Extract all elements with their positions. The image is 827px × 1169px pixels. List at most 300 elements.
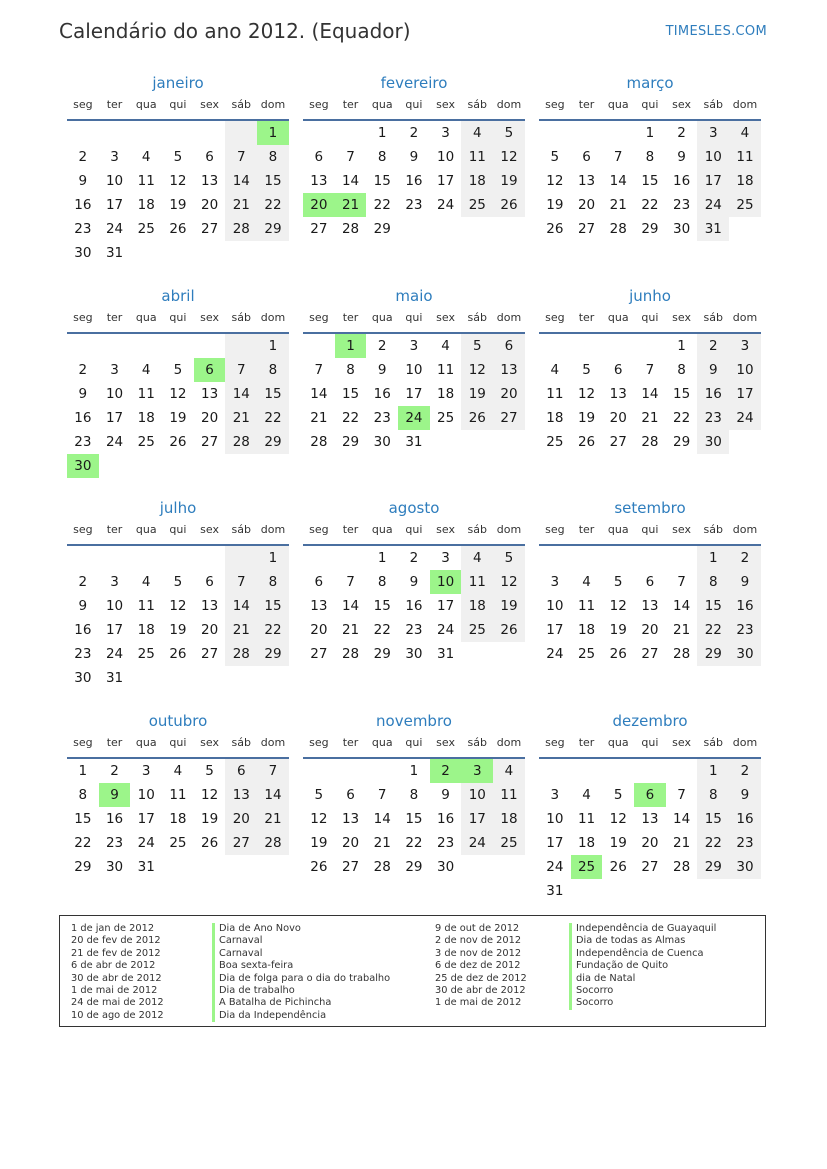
day-cell: 20: [609, 410, 627, 426]
weekday-label: sáb: [467, 98, 488, 111]
day-cell: 29: [673, 434, 691, 450]
weekday-label: seg: [73, 736, 93, 749]
day-cell: 1: [645, 125, 655, 141]
weekday-label: sáb: [467, 311, 488, 324]
weekday-label: dom: [496, 311, 522, 324]
day-cell: 17: [437, 173, 455, 189]
day-cell: 27: [310, 646, 328, 662]
empty-cell: [303, 334, 335, 358]
weekday-label: dom: [732, 736, 758, 749]
weekday-label: sáb: [467, 736, 488, 749]
legend-names-right: [569, 923, 716, 1010]
day-cell: 4: [550, 362, 560, 378]
empty-cell: [335, 546, 367, 570]
day-cell: 2: [78, 362, 88, 378]
empty-cell: [430, 217, 462, 241]
day-cell: 26: [169, 434, 187, 450]
empty-cell: [162, 121, 194, 145]
day-cell: 14: [341, 173, 360, 189]
day-cell: 5: [493, 121, 525, 145]
empty-cell: [539, 759, 571, 783]
weekday-label: seg: [309, 311, 329, 324]
month-name: abril: [161, 287, 195, 305]
empty-cell: [366, 759, 398, 783]
empty-cell: [729, 217, 761, 241]
day-cell: 7: [677, 787, 686, 803]
day-cell: 11: [546, 386, 564, 402]
day-cell: 19: [493, 594, 525, 618]
day-cell: 4: [141, 149, 151, 165]
day-cell: 14: [373, 811, 391, 827]
day-cell: 27: [201, 434, 219, 450]
weekday-label: qui: [641, 523, 659, 536]
weekday-label: qui: [169, 98, 187, 111]
day-cell: 6: [582, 149, 591, 165]
day-cell: 19: [201, 811, 219, 827]
day-cell: 3: [110, 574, 119, 590]
day-cell: 24: [105, 646, 124, 662]
day-cell: 13: [310, 598, 328, 614]
legend-date: 3 de nov de 2012: [435, 947, 522, 959]
day-cell: 2: [409, 125, 419, 141]
weekday-label: qua: [135, 736, 157, 749]
day-cell: 4: [493, 759, 525, 783]
legend-holiday-name: Carnaval: [212, 935, 390, 947]
weekday-label: qua: [607, 98, 629, 111]
empty-cell: [194, 666, 226, 690]
empty-cell: [225, 546, 257, 570]
day-cell: 2: [409, 550, 419, 566]
day-cell: 27: [641, 859, 659, 875]
empty-cell: [602, 546, 634, 570]
weekday-label: qua: [371, 736, 393, 749]
day-cell: 1: [78, 763, 88, 779]
day-cell: 27: [201, 646, 219, 662]
day-cell: 15: [257, 382, 289, 406]
weekday-label: sáb: [231, 311, 252, 324]
weekday-label: sex: [436, 311, 455, 324]
day-grid: [67, 334, 289, 478]
day-cell: 13: [310, 173, 328, 189]
weekday-label: sex: [200, 98, 219, 111]
empty-cell: [634, 759, 666, 783]
day-cell: 9: [441, 787, 450, 803]
day-cell: 12: [493, 570, 525, 594]
day-cell: 28: [673, 859, 691, 875]
legend-holiday-name: A Batalha de Pichincha: [212, 997, 390, 1009]
empty-cell: [99, 546, 131, 570]
day-cell: 3: [409, 338, 419, 354]
day-cell: 24: [105, 221, 124, 237]
day-cell: 9: [729, 570, 761, 594]
day-cell: 22: [697, 618, 729, 642]
empty-cell: [666, 759, 698, 783]
legend-date: 6 de dez de 2012: [435, 960, 521, 972]
empty-cell: [257, 855, 289, 879]
day-cell: 11: [461, 570, 493, 594]
empty-cell: [493, 217, 525, 241]
day-cell: 28: [609, 221, 627, 237]
weekday-label: dom: [496, 98, 522, 111]
day-cell: 24: [546, 646, 564, 662]
day-cell: 4: [173, 763, 183, 779]
day-cell: 26: [169, 646, 187, 662]
day-cell: 26: [577, 434, 596, 450]
month-name: janeiro: [152, 74, 204, 92]
empty-cell: [162, 546, 194, 570]
weekday-header: [303, 735, 525, 759]
day-cell: 20: [641, 835, 659, 851]
weekday-label: sex: [436, 736, 455, 749]
day-cell: 24: [461, 831, 493, 855]
day-cell: 18: [546, 410, 564, 426]
day-cell: 18: [169, 811, 187, 827]
day-cell: 5: [582, 362, 591, 378]
day-cell: 4: [141, 362, 151, 378]
weekday-header: [539, 522, 761, 546]
day-cell: 29: [373, 646, 391, 662]
day-cell: 3: [110, 362, 119, 378]
day-cell: 1: [257, 546, 289, 570]
day-cell: 5: [173, 362, 183, 378]
day-grid: [539, 759, 761, 903]
day-cell: 6: [225, 759, 257, 783]
day-cell: 25: [137, 434, 155, 450]
weekday-label: ter: [342, 523, 359, 536]
day-cell: 30: [729, 642, 761, 666]
empty-cell: [634, 546, 666, 570]
day-cell: 4: [141, 574, 151, 590]
legend-holiday-name: Boa sexta-feira: [212, 960, 390, 972]
day-cell: 28: [257, 831, 289, 855]
day-cell: 3: [110, 149, 119, 165]
day-cell: 23: [673, 197, 691, 213]
legend-holiday-name: Dia de todas as Almas: [569, 935, 716, 947]
weekday-header: [303, 97, 525, 121]
day-cell: 16: [729, 807, 761, 831]
day-cell: 22: [257, 406, 289, 430]
weekday-label: seg: [309, 98, 329, 111]
weekday-label: sáb: [231, 98, 252, 111]
legend-date: 21 de fev de 2012: [71, 947, 161, 959]
weekday-header: [303, 522, 525, 546]
day-cell: 5: [461, 334, 493, 358]
empty-cell: [257, 454, 289, 478]
empty-cell: [99, 121, 131, 145]
day-cell: 21: [225, 406, 257, 430]
day-cell: 7: [346, 574, 355, 590]
weekday-label: seg: [545, 523, 565, 536]
day-cell: 16: [373, 386, 391, 402]
day-cell: 24: [398, 406, 430, 430]
day-cell: 1: [697, 759, 729, 783]
day-cell: 2: [110, 763, 119, 779]
day-cell: 17: [437, 598, 455, 614]
weekday-label: qua: [607, 736, 629, 749]
day-cell: 25: [546, 434, 564, 450]
day-cell: 20: [201, 410, 219, 426]
day-cell: 21: [335, 193, 367, 217]
day-cell: 23: [105, 835, 124, 851]
weekday-label: seg: [73, 311, 93, 324]
month-julho: [67, 498, 289, 690]
day-cell: 23: [74, 221, 92, 237]
day-cell: 24: [546, 859, 564, 875]
empty-cell: [225, 241, 257, 265]
day-cell: 1: [377, 550, 387, 566]
day-cell: 15: [405, 811, 423, 827]
day-cell: 17: [105, 410, 124, 426]
day-cell: 19: [609, 835, 627, 851]
day-cell: 21: [641, 410, 659, 426]
day-grid: [303, 121, 525, 241]
day-cell: 23: [74, 646, 92, 662]
day-cell: 18: [137, 197, 155, 213]
legend-dates-left: [71, 923, 164, 1022]
weekday-label: dom: [260, 736, 286, 749]
day-cell: 2: [78, 574, 88, 590]
day-cell: 24: [697, 193, 729, 217]
month-name: junho: [629, 287, 671, 305]
day-cell: 9: [78, 598, 88, 614]
day-cell: 26: [546, 221, 564, 237]
legend-date: 30 de abr de 2012: [71, 972, 162, 984]
empty-cell: [571, 879, 603, 903]
day-cell: 13: [641, 811, 659, 827]
month-name: agosto: [388, 499, 440, 517]
day-cell: 14: [641, 386, 659, 402]
day-cell: 9: [729, 783, 761, 807]
day-cell: 7: [314, 362, 324, 378]
empty-cell: [493, 430, 525, 454]
day-cell: 10: [437, 149, 455, 165]
month-outubro: [67, 711, 289, 879]
day-cell: 6: [205, 149, 214, 165]
weekday-label: qua: [371, 98, 393, 111]
day-cell: 6: [493, 334, 525, 358]
weekday-label: sáb: [231, 523, 252, 536]
day-cell: 19: [577, 410, 596, 426]
day-cell: 25: [577, 646, 596, 662]
day-cell: 7: [613, 149, 623, 165]
day-cell: 22: [341, 410, 360, 426]
day-cell: 7: [225, 358, 257, 382]
day-cell: 12: [577, 386, 596, 402]
weekday-label: ter: [578, 98, 595, 111]
day-cell: 7: [257, 759, 289, 783]
day-cell: 6: [314, 149, 324, 165]
day-cell: 29: [697, 642, 729, 666]
legend-date: 10 de ago de 2012: [71, 1009, 164, 1021]
day-cell: 17: [137, 811, 155, 827]
day-cell: 28: [341, 221, 360, 237]
day-cell: 19: [609, 622, 627, 638]
day-cell: 26: [310, 859, 328, 875]
day-cell: 31: [105, 245, 124, 261]
weekday-header: [539, 310, 761, 334]
day-cell: 1: [257, 121, 289, 145]
day-cell: 8: [697, 783, 729, 807]
day-cell: 18: [137, 410, 155, 426]
weekday-label: dom: [732, 311, 758, 324]
month-name: fevereiro: [380, 74, 448, 92]
legend-holiday-name: Dia de folga para o dia do trabalho: [212, 973, 390, 985]
day-cell: 8: [645, 149, 655, 165]
day-cell: 13: [641, 598, 659, 614]
day-cell: 25: [137, 221, 155, 237]
day-cell: 16: [74, 622, 92, 638]
day-cell: 21: [257, 807, 289, 831]
brand-link[interactable]: TIMESLES.COM: [665, 24, 767, 39]
month-novembro: [303, 711, 525, 879]
day-cell: 4: [582, 787, 591, 803]
day-cell: 15: [373, 173, 391, 189]
day-cell: 14: [225, 594, 257, 618]
weekday-header: [303, 310, 525, 334]
day-cell: 16: [729, 594, 761, 618]
day-cell: 27: [577, 221, 596, 237]
day-cell: 14: [310, 386, 328, 402]
day-cell: 19: [461, 382, 493, 406]
day-cell: 20: [577, 197, 596, 213]
day-cell: 6: [194, 358, 226, 382]
weekday-label: qui: [405, 523, 423, 536]
weekday-label: sex: [672, 523, 691, 536]
empty-cell: [571, 546, 603, 570]
weekday-label: seg: [309, 523, 329, 536]
day-cell: 17: [105, 622, 124, 638]
day-cell: 28: [310, 434, 328, 450]
day-cell: 9: [409, 574, 419, 590]
day-cell: 2: [697, 334, 729, 358]
empty-cell: [130, 546, 162, 570]
empty-cell: [493, 855, 525, 879]
legend-holiday-name: Socorro: [569, 985, 716, 997]
day-cell: 16: [74, 197, 92, 213]
empty-cell: [225, 855, 257, 879]
empty-cell: [697, 879, 729, 903]
day-cell: 15: [673, 386, 691, 402]
day-cell: 15: [74, 811, 92, 827]
empty-cell: [225, 334, 257, 358]
day-cell: 26: [609, 859, 627, 875]
day-cell: 24: [437, 197, 455, 213]
empty-cell: [194, 546, 226, 570]
day-cell: 5: [173, 149, 183, 165]
day-cell: 1: [677, 338, 686, 354]
day-cell: 22: [697, 831, 729, 855]
weekday-header: [539, 97, 761, 121]
day-cell: 7: [225, 570, 257, 594]
month-maio: [303, 286, 525, 454]
day-cell: 28: [673, 646, 691, 662]
day-cell: 14: [609, 173, 627, 189]
weekday-label: qui: [405, 98, 423, 111]
legend-date: 30 de abr de 2012: [435, 984, 526, 996]
day-cell: 2: [729, 546, 761, 570]
day-cell: 25: [169, 835, 187, 851]
day-cell: 20: [341, 835, 360, 851]
day-grid: [67, 546, 289, 690]
empty-cell: [257, 241, 289, 265]
day-cell: 30: [74, 245, 92, 261]
day-cell: 8: [78, 787, 88, 803]
day-cell: 17: [697, 169, 729, 193]
day-cell: 13: [341, 811, 360, 827]
day-cell: 11: [729, 145, 761, 169]
legend-holiday-name: Independência de Cuenca: [569, 948, 716, 960]
day-cell: 15: [257, 169, 289, 193]
day-cell: 9: [78, 173, 88, 189]
weekday-label: sex: [672, 311, 691, 324]
day-cell: 31: [546, 883, 564, 899]
day-cell: 19: [493, 169, 525, 193]
day-cell: 23: [74, 434, 92, 450]
weekday-label: dom: [260, 523, 286, 536]
weekday-label: seg: [545, 311, 565, 324]
day-cell: 7: [677, 574, 686, 590]
day-cell: 22: [373, 622, 391, 638]
day-cell: 13: [609, 386, 627, 402]
empty-cell: [666, 546, 698, 570]
day-cell: 9: [677, 149, 686, 165]
day-cell: 10: [430, 570, 462, 594]
day-cell: 1: [335, 334, 367, 358]
day-cell: 10: [105, 386, 124, 402]
empty-cell: [194, 454, 226, 478]
month-name: maio: [395, 287, 433, 305]
day-cell: 27: [641, 646, 659, 662]
month-abril: [67, 286, 289, 478]
weekday-label: qua: [135, 311, 157, 324]
day-cell: 30: [697, 430, 729, 454]
empty-cell: [493, 642, 525, 666]
empty-cell: [335, 121, 367, 145]
day-cell: 27: [225, 831, 257, 855]
empty-cell: [194, 855, 226, 879]
day-cell: 22: [373, 197, 391, 213]
day-cell: 16: [697, 382, 729, 406]
legend-date: 24 de mai de 2012: [71, 997, 164, 1009]
weekday-header: [67, 522, 289, 546]
day-cell: 18: [729, 169, 761, 193]
day-cell: 29: [697, 855, 729, 879]
day-cell: 27: [493, 406, 525, 430]
month-name: setembro: [614, 499, 686, 517]
weekday-label: sex: [200, 523, 219, 536]
day-cell: 26: [201, 835, 219, 851]
day-cell: 16: [105, 811, 124, 827]
day-cell: 10: [461, 783, 493, 807]
day-cell: 10: [546, 598, 564, 614]
day-cell: 11: [493, 783, 525, 807]
weekday-label: sex: [200, 311, 219, 324]
day-cell: 28: [341, 646, 360, 662]
empty-cell: [634, 879, 666, 903]
empty-cell: [571, 121, 603, 145]
day-cell: 7: [645, 362, 655, 378]
weekday-label: qui: [169, 311, 187, 324]
legend-holiday-name: Dia da Independência: [212, 1010, 390, 1022]
month-junho: [539, 286, 761, 454]
weekday-label: ter: [106, 523, 123, 536]
legend-holiday-name: Dia de Ano Novo: [212, 923, 390, 935]
day-cell: 30: [373, 434, 391, 450]
weekday-label: ter: [342, 98, 359, 111]
day-cell: 25: [493, 831, 525, 855]
day-cell: 21: [373, 835, 391, 851]
legend-holiday-name: Fundação de Quito: [569, 960, 716, 972]
